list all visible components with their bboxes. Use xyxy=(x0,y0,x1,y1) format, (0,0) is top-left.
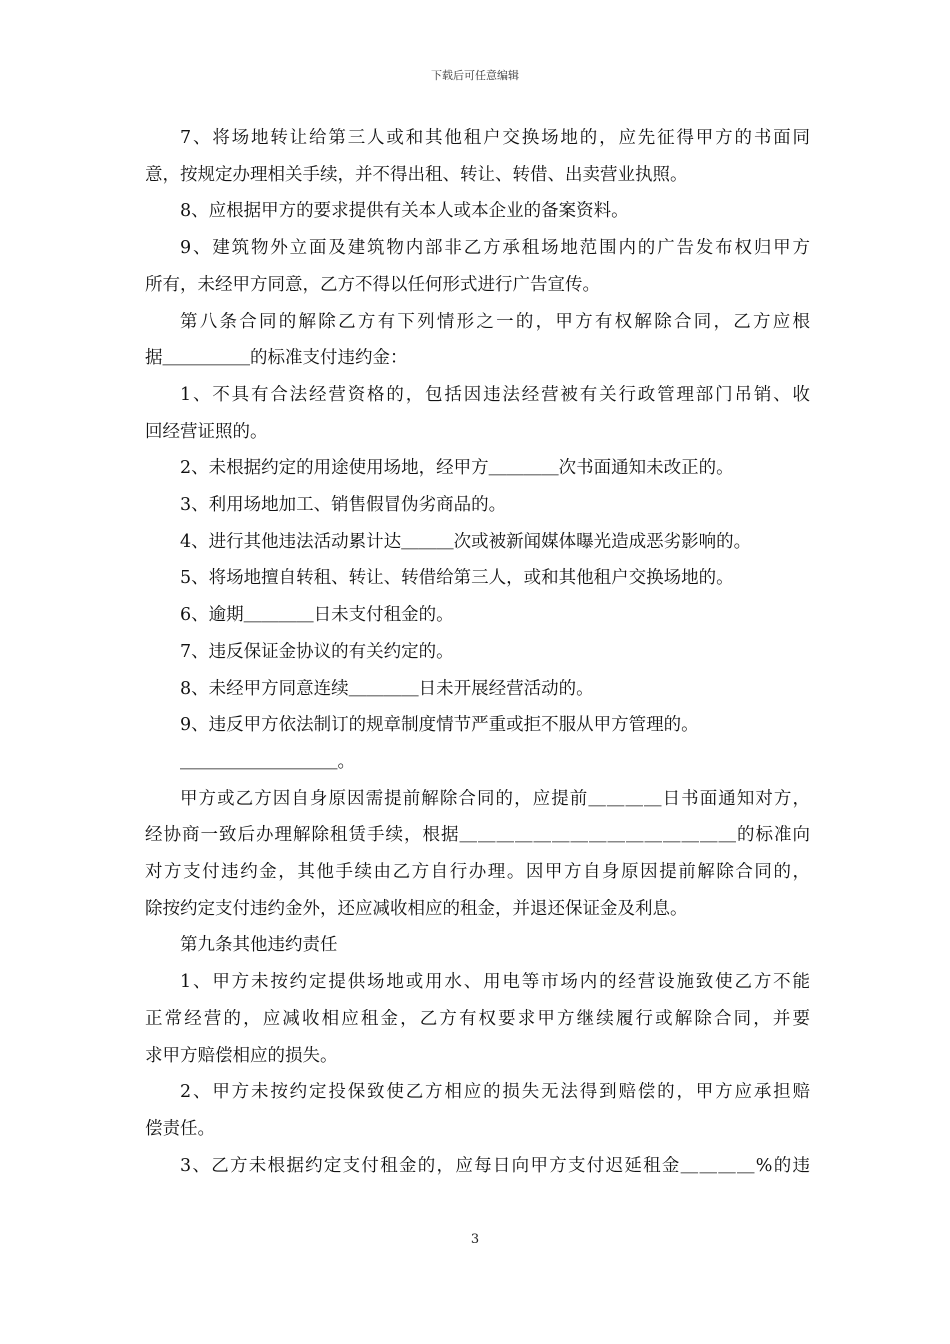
text-line: 据＿＿＿＿＿的标准支付违约金： xyxy=(145,348,408,369)
text-line: 1、甲方未按约定提供场地或用水、用电等市场内的经营设施致使乙方不能 xyxy=(180,972,810,993)
text-line: 4、进行其他违法活动累计达＿＿＿次或被新闻媒体曝光造成恶劣影响的。 xyxy=(180,531,752,552)
text-line: 7、将场地转让给第三人或和其他租户交换场地的，应先征得甲方的书面同 xyxy=(180,128,810,148)
text-line: 偿责任。 xyxy=(145,1118,215,1139)
text-line: 8、应根据甲方的要求提供有关本人或本企业的备案资料。 xyxy=(180,201,629,222)
text-line: 2、未根据约定的用途使用场地，经甲方＿＿＿＿次书面通知未改正的。 xyxy=(180,458,734,479)
text-line: 除按约定支付违约金外，还应减收相应的租金，并退还保证金及利息。 xyxy=(145,898,688,919)
text-line: 8、未经甲方同意连续＿＿＿＿日未开展经营活动的。 xyxy=(180,678,594,699)
text-line: 3、乙方未根据约定支付租金的，应每日向甲方支付迟延租金＿＿＿＿%的违 xyxy=(180,1155,810,1176)
text-line: 1、不具有合法经营资格的，包括因违法经营被有关行政管理部门吊销、收 xyxy=(180,384,810,405)
text-line: 6、逾期＿＿＿＿日未支付租金的。 xyxy=(180,605,454,626)
text-line: 第八条合同的解除乙方有下列情形之一的，甲方有权解除合同，乙方应根 xyxy=(180,311,810,332)
text-line: 5、将场地擅自转租、转让、转借给第三人，或和其他租户交换场地的。 xyxy=(180,568,734,589)
text-line: 对方支付违约金，其他手续由乙方自行办理。因甲方自身原因提前解除合同的， xyxy=(145,862,810,883)
page-header: 下载后可任意编辑 xyxy=(431,69,519,82)
page-number: 3 xyxy=(470,1232,480,1247)
text-line: ＿＿＿＿＿＿＿＿＿。 xyxy=(180,751,355,772)
text-line: 9、违反甲方依法制订的规章制度情节严重或拒不服从甲方管理的。 xyxy=(180,715,699,736)
text-line: 经协商一致后办理解除租赁手续，根据＿＿＿＿＿＿＿＿＿＿＿＿＿＿＿的标准向 xyxy=(145,825,810,846)
text-line: 所有，未经甲方同意，乙方不得以任何形式进行广告宣传。 xyxy=(145,274,600,295)
text-line: 求甲方赔偿相应的损失。 xyxy=(145,1045,338,1066)
text-line: 7、违反保证金协议的有关约定的。 xyxy=(180,641,454,662)
section-heading: 第九条其他违约责任 xyxy=(180,935,338,956)
text-line: 正常经营的，应减收相应租金，乙方有权要求甲方继续履行或解除合同，并要 xyxy=(145,1008,810,1029)
text-line: 3、利用场地加工、销售假冒伪劣商品的。 xyxy=(180,495,507,516)
text-line: 回经营证照的。 xyxy=(145,421,268,442)
text-line: 9、建筑物外立面及建筑物内部非乙方承租场地范围内的广告发布权归甲方 xyxy=(180,238,810,259)
text-line: 甲方或乙方因自身原因需提前解除合同的，应提前＿＿＿＿日书面通知对方， xyxy=(180,788,810,809)
text-line: 意，按规定办理相关手续，并不得出租、转让、转借、出卖营业执照。 xyxy=(145,164,688,185)
text-line: 2、甲方未按约定投保致使乙方相应的损失无法得到赔偿的，甲方应承担赔 xyxy=(180,1082,810,1103)
document-body xyxy=(145,120,810,1184)
